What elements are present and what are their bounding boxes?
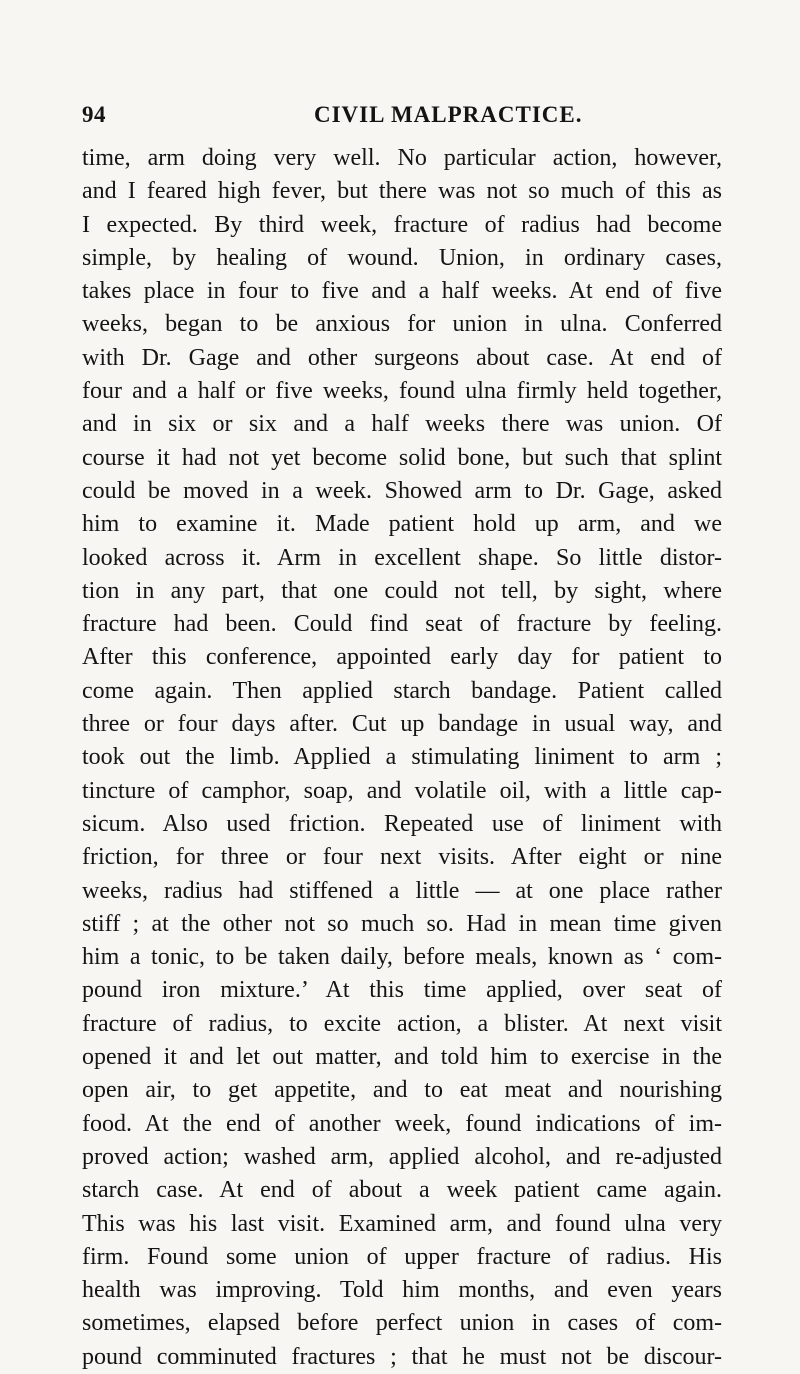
- text-line: pound iron mixture.’ At this time applied, over seat of: [82, 977, 722, 1004]
- text-line: with Dr. Gage and other surgeons about case. At end of: [82, 344, 722, 371]
- text-line: opened it and let out matter, and told him to exercise in the: [82, 1044, 722, 1071]
- text-line: four and a half or five weeks, found ulna firmly held together,: [82, 378, 722, 405]
- text-line: food. At the end of another week, found indications of im-: [82, 1110, 722, 1137]
- text-line: health was improving. Told him months, and even years: [82, 1277, 722, 1304]
- text-line: firm. Found some union of upper fracture of radius. His: [82, 1243, 722, 1270]
- text-line: pound comminuted fractures ; that he must not be discour-: [82, 1343, 722, 1370]
- text-line: simple, by healing of wound. Union, in ordinary cases,: [82, 244, 722, 271]
- text-line: looked across it. Arm in excellent shape. So little distor-: [82, 544, 722, 571]
- text-line: come again. Then applied starch bandage. Patient called: [82, 677, 722, 704]
- text-line: weeks, radius had stiffened a little — at one place rather: [82, 877, 722, 904]
- text-line: This was his last visit. Examined arm, and found ulna very: [82, 1210, 722, 1237]
- page-number: 94: [82, 102, 106, 127]
- text-line: him to examine it. Made patient hold up arm, and we: [82, 511, 722, 538]
- text-line: him a tonic, to be taken daily, before meals, known as ‘ com-: [82, 944, 722, 971]
- text-line: friction, for three or four next visits. After eight or nine: [82, 844, 722, 871]
- text-line: course it had not yet become solid bone, but such that splint: [82, 444, 722, 471]
- text-line: fracture of radius, to excite action, a blister. At next visit: [82, 1010, 722, 1037]
- text-line: and I feared high fever, but there was not so much of this as: [82, 178, 722, 205]
- body-text: [82, 142, 722, 1374]
- text-line: and in six or six and a half weeks there was union. Of: [82, 411, 722, 438]
- text-line: fracture had been. Could find seat of fracture by feeling.: [82, 611, 722, 638]
- text-line: three or four days after. Cut up bandage in usual way, and: [82, 711, 722, 738]
- text-line: took out the limb. Applied a stimulating liniment to arm ;: [82, 744, 722, 771]
- text-line: proved action; washed arm, applied alcohol, and re-adjusted: [82, 1143, 722, 1170]
- text-line: After this conference, appointed early day for patient to: [82, 644, 722, 671]
- text-line: sometimes, elapsed before perfect union in cases of com-: [82, 1310, 722, 1337]
- text-line: tion in any part, that one could not tell, by sight, where: [82, 577, 722, 604]
- text-line: weeks, began to be anxious for union in ulna. Conferred: [82, 311, 722, 338]
- text-line: takes place in four to five and a half weeks. At end of five: [82, 278, 722, 305]
- text-line: stiff ; at the other not so much so. Had in mean time given: [82, 910, 722, 937]
- text-line: could be moved in a week. Showed arm to Dr. Gage, asked: [82, 477, 722, 504]
- running-title: CIVIL MALPRACTICE.: [314, 102, 583, 127]
- text-line: tincture of camphor, soap, and volatile oil, with a little cap-: [82, 777, 722, 804]
- running-head: [82, 102, 682, 134]
- text-line: I expected. By third week, fracture of radius had become: [82, 211, 722, 238]
- text-line: starch case. At end of about a week patient came again.: [82, 1177, 722, 1204]
- text-line: sicum. Also used friction. Repeated use of liniment with: [82, 810, 722, 837]
- text-line: open air, to get appetite, and to eat meat and nourishing: [82, 1077, 722, 1104]
- text-line: time, arm doing very well. No particular action, however,: [82, 145, 722, 171]
